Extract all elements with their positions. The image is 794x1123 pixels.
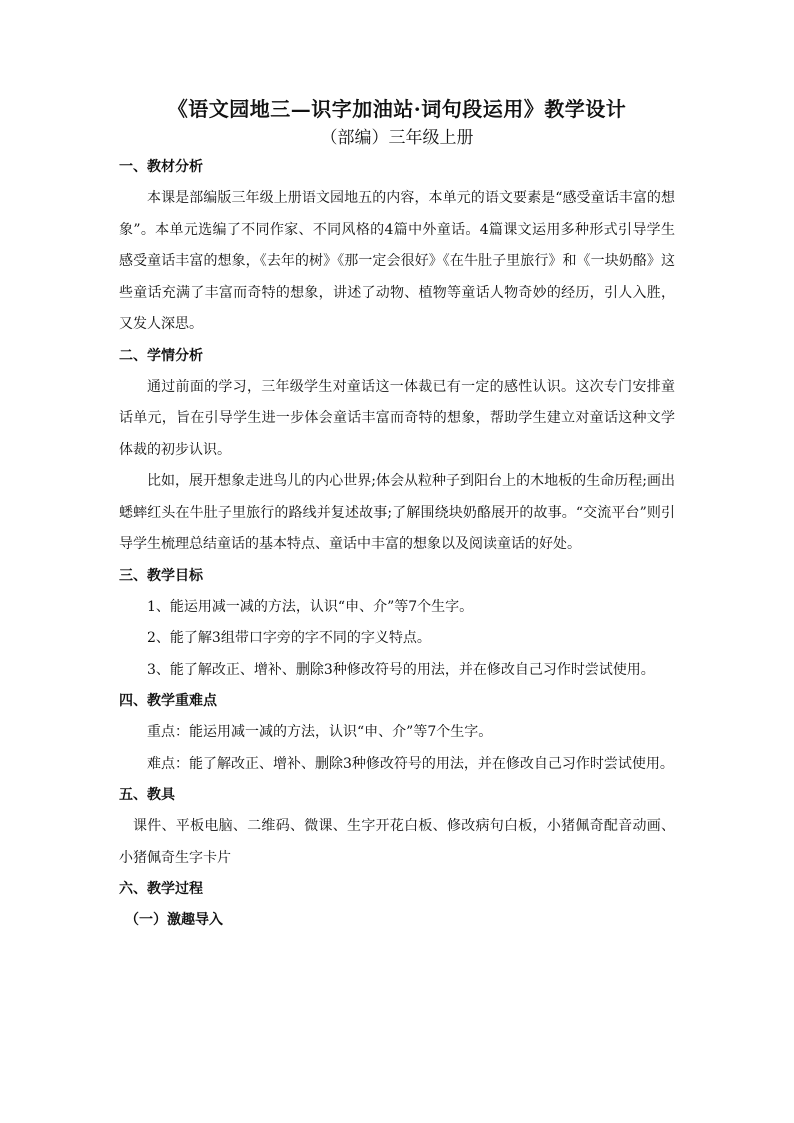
paragraph-goal-1: 1、能运用减一减的方法，认识“申、介”等7个生字。 [147, 598, 474, 615]
section-heading-teaching-goals: 三、教学目标 [119, 567, 203, 584]
paragraph-goal-2: 2、能了解3组带口字旁的字不同的字义特点。 [147, 630, 431, 646]
paragraph-textbook-analysis: 本课是部编版三年级上册语文园地五的内容，本单元的语文要素是“感受童话丰富的想象”。本单元选编了不同作家、不同风格的4篇中外童话。4篇课文运用多种形式引导学生感受童话丰富的想象，《去年的树》《那一定会很好》《在牛肚子里旅行》和《一块奶酪》这些童话充满了丰富而奇特的想象，讲述了动物、植物等童话人物奇妙的经历，引人入胜，又发人深思。 [119, 190, 675, 332]
document-body [119, 152, 675, 936]
section-heading-teaching-process: 六、教学过程 [119, 881, 203, 897]
paragraph-student-analysis-1: 通过前面的学习，三年级学生对童话这一体裁已有一定的感性认识。这次专门安排童话单元，旨在引导学生进一步体会童话丰富而奇特的想象，帮助学生建立对童话这种文学体裁的初步认识。 [119, 378, 675, 458]
paragraph-key-point: 重点：能运用减一减的方法，认识“申、介”等7个生字。 [147, 724, 493, 740]
document-subtitle: （部编）三年级上册 [320, 128, 474, 148]
section-heading-teaching-aids: 五、教具 [119, 787, 175, 803]
paragraph-teaching-aids: 课件、平板电脑、二维码、微课、生字开花白板、修改病句白板，小猪佩奇配音动画、小猪佩奇生字卡片 [119, 818, 675, 866]
section-heading-textbook-analysis: 一、教材分析 [119, 159, 203, 175]
section-heading-key-points: 四、教学重难点 [119, 693, 217, 709]
paragraph-difficult-point: 难点：能了解改正、增补、删除3种修改符号的用法，并在修改自己习作时尝试使用。 [147, 755, 674, 772]
paragraph-student-analysis-2: 比如，展开想象走进鸟儿的内心世界;体会从粒种子到阳台上的木地板的生命历程;画出蟋蟀红头在牛肚子里旅行的路线并复述故事;了解围绕块奶酪展开的故事。“交流平台”则引导学生梳理总结童话的基本特点、童话中丰富的想象以及阅读童话的好处。 [119, 473, 675, 552]
paragraph-goal-3: 3、能了解改正、增补、删除3种修改符号的用法，并在修改自己习作时尝试使用。 [147, 661, 655, 678]
document-title: 《语文园地三—识字加油站·词句段运用》教学设计 [167, 97, 627, 121]
section-heading-student-analysis: 二、学情分析 [119, 347, 203, 364]
subheading-introduction: （一）激趣导入 [125, 912, 223, 928]
